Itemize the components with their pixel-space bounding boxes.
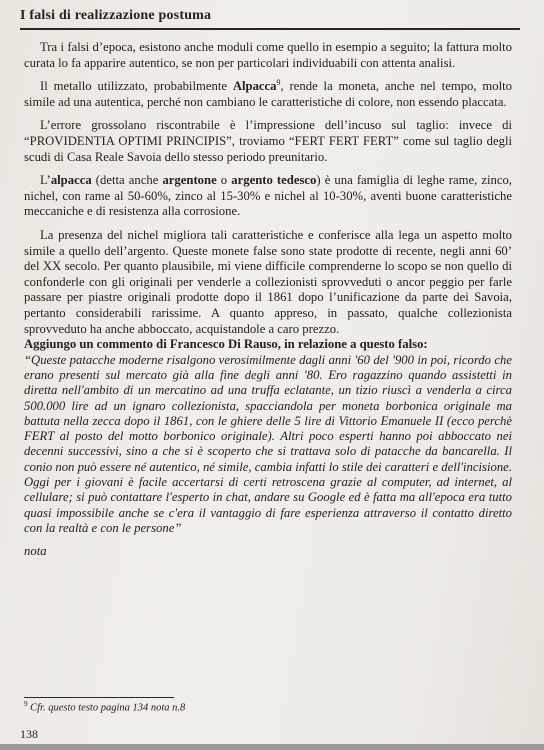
paragraph-3: L’errore grossolano riscontrabile è l’impressione dell’incuso sul taglio: invece di “PROVIDENTIA OPTIMI PRINCIPIS”, troviamo “FERT FERT FERT” come sul taglio degli scudi di Casa Reale Savoia dello stesso periodo preunitario. [24, 118, 512, 164]
header-rule [20, 28, 520, 30]
footnote-rule [24, 697, 174, 698]
page-number: 138 [20, 727, 38, 741]
paragraph-2-text: Il metallo utilizzato, probabilmente [40, 79, 233, 94]
footnote [24, 700, 424, 714]
paragraph-4-mid1: (detta anche [91, 173, 163, 188]
page-bottom-edge [0, 744, 544, 750]
paragraph-4-text-end: ) è una famiglia di leghe rame, zinco, nichel, con rame al 50-60%, zinco al 15-30% e nichel al 10-30%, aventi buone caratteristiche meccaniche e di resistenza alla corrosione. [24, 173, 512, 219]
paragraph-2-text-end: , rende la moneta, anche nel tempo, molto simile ad una autentica, perché non cambiano le caratteristiche di colore, non essendo placcata. [24, 79, 512, 109]
paragraph-4-mid2: o [216, 173, 232, 188]
paragraph-4-lead: L’ [40, 173, 51, 188]
term-alpacca: Alpacca [232, 79, 277, 94]
footnote-number: 9 [24, 700, 28, 708]
quote-text: “Queste patacche moderne risalgono verosimilmente dagli anni '60 del '900 in poi, ricordo che erano presenti sul mercato già alla fine degli anni '80. Ero ragazzino quando assistetti in diretta nell'ambito di un mercatino ad una truffa eclatante, un tizio riuscì a venderla a circa 500.000 lire ad un ignaro collezionista, spacciandola per moneta borbonica originale ma battuta nella zecca dopo il 1861, con le ghiere delle 5 lire di Vittorio Emanuele II (ecco perchè FERT al posto del motto borbonico originale). Altri poco esperti hanno poi abboccato nei decenni successivi, sino a che si è scoperto che si trattava solo di patacche da bancarella. Il conio non può essere né autentico, né simile, cambia infatti lo stile dei caratteri e dell'incisione. Oggi per i giovani è facile accertarsi di certi retroscena grazie al computer, ad internet, al cellulare; si può contattare l'esperto in chat, andare su Google ed è fatta ma all'epoca era tutto quasi impossibile anche se c'era il vantaggio di fare esperienza attraverso il contatto diretto con la realtà e con le persone” [24, 352, 512, 535]
paragraph-2 [24, 79, 512, 110]
term-argentone: argentone [162, 173, 217, 188]
nota-label: nota [24, 544, 47, 559]
footnote-ref: 9 [276, 77, 281, 87]
footnote-text: Cfr. questo testo pagina 134 nota n.8 [27, 702, 186, 714]
paragraph-5: La presenza del nichel migliora tali caratteristiche e conferisce alla lega un aspetto molto simile a quello dell’argento. Queste monete false sono state prodotte di recente, negli anni 60’ del XX secolo. Per quanto plausibile, mi viene difficile comprenderne lo scopo se non quello di confonderle con gli originali per venderle a collezionisti sprovveduti o ancor peggio per farle passare per piastre originali prodotte dopo il 1861 dopo l’unificazione da parte dei Savoia, pertanto considerabili rarissime. A quanto appreso, in passato, qualche collezionista sprovveduto ha anche abboccato, acquistandole a caro prezzo. [24, 227, 512, 336]
quote-heading: Aggiungo un commento di Francesco Di Rauso, in relazione a questo falso: [24, 337, 428, 352]
page-body [24, 40, 512, 560]
term-argento-tedesco: argento tedesco [231, 173, 317, 188]
paragraph-1: Tra i falsi d’epoca, esistono anche moduli come quello in esempio a seguito; la fattura molto curata lo fa apparire autentico, se non per particolari individuabili con attenta analisi. [24, 40, 512, 70]
term-alpacca-2: alpacca [50, 173, 92, 188]
running-header: I falsi di realizzazione postuma [20, 8, 212, 23]
paragraph-4 [24, 173, 512, 220]
